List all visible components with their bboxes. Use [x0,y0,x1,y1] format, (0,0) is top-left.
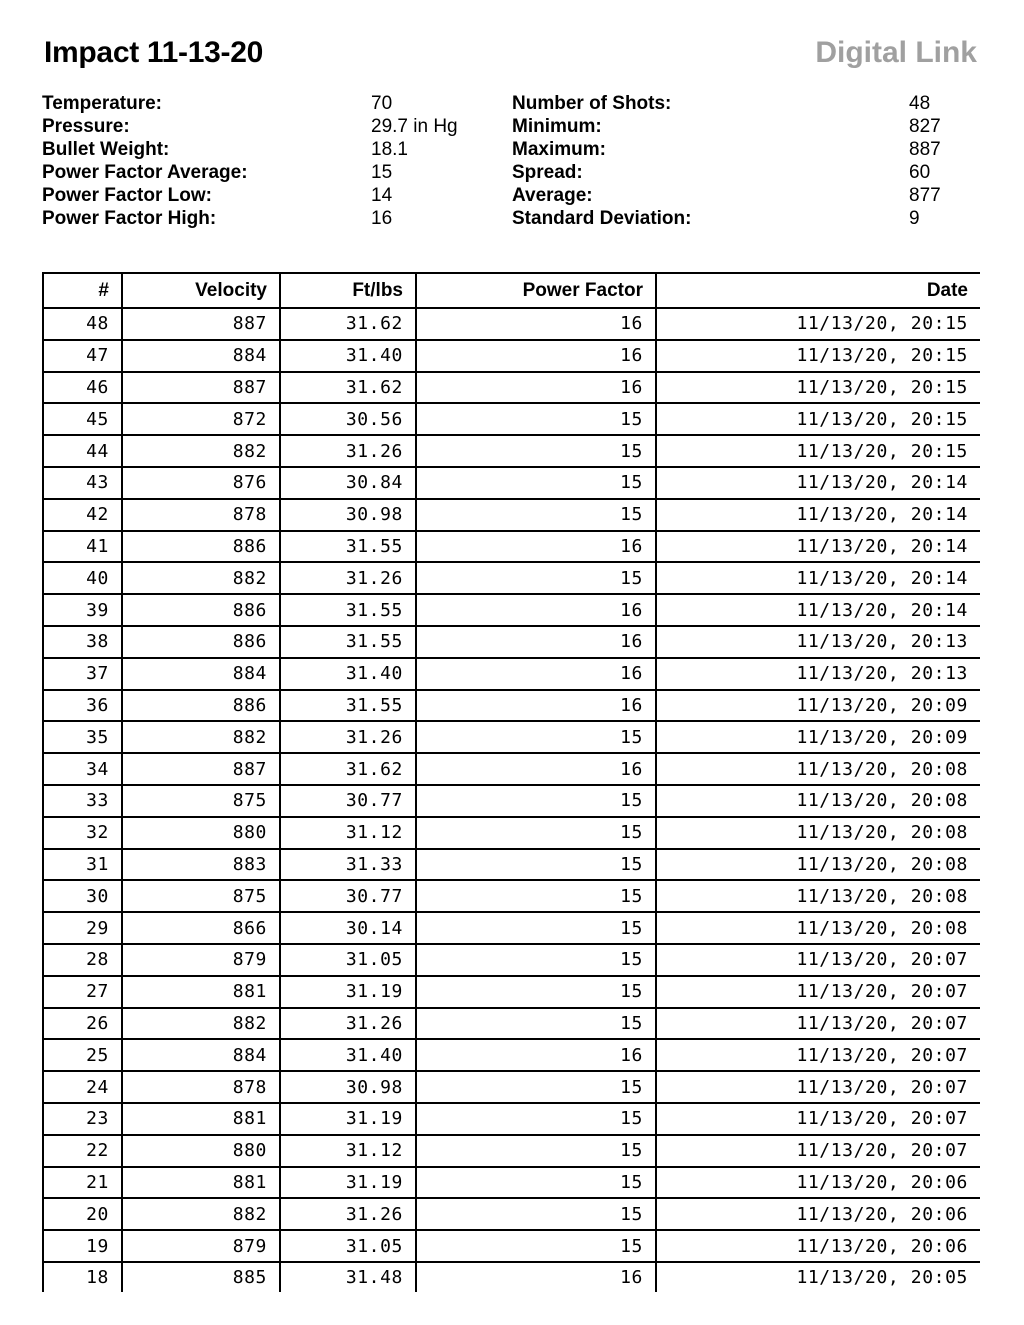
summary-value: 29.7 in Hg [371,116,458,137]
cell-velocity: 882 [122,435,280,467]
cell-velocity: 866 [122,912,280,944]
summary-value: 827 [909,116,941,137]
cell-ftlbs: 31.26 [280,1008,416,1040]
cell-velocity: 872 [122,403,280,435]
cell-ftlbs: 30.77 [280,880,416,912]
cell-velocity: 887 [122,308,280,340]
cell-number: 31 [43,849,122,881]
cell-number: 29 [43,912,122,944]
cell-date: 11/13/20, 20:15 [656,435,980,467]
column-header-power-factor: Power Factor [416,273,656,308]
cell-number: 37 [43,658,122,690]
summary-value: 48 [909,93,931,114]
table-row [43,785,980,817]
cell-power-factor: 15 [416,849,656,881]
cell-ftlbs: 31.55 [280,594,416,626]
cell-velocity: 878 [122,499,280,531]
summary-value: 16 [371,208,393,229]
cell-date: 11/13/20, 20:07 [656,1103,980,1135]
cell-number: 28 [43,944,122,976]
cell-number: 23 [43,1103,122,1135]
table-row [43,372,980,404]
table-row [43,1008,980,1040]
cell-ftlbs: 31.48 [280,1262,416,1292]
summary-row [512,184,593,207]
cell-ftlbs: 31.55 [280,690,416,722]
cell-ftlbs: 30.77 [280,785,416,817]
table-row [43,435,980,467]
cell-number: 35 [43,721,122,753]
cell-power-factor: 15 [416,1135,656,1167]
summary-label: Number of Shots: [512,93,672,114]
summary-label: Power Factor High: [42,208,217,229]
summary-row [512,161,583,184]
cell-power-factor: 15 [416,1008,656,1040]
cell-velocity: 887 [122,372,280,404]
summary-value: 70 [371,93,393,114]
table-row [43,467,980,499]
table-row [43,721,980,753]
cell-date: 11/13/20, 20:07 [656,1071,980,1103]
cell-ftlbs: 31.40 [280,1039,416,1071]
table-body [43,308,980,1292]
table-row [43,499,980,531]
cell-number: 42 [43,499,122,531]
cell-ftlbs: 31.19 [280,1167,416,1199]
cell-power-factor: 15 [416,912,656,944]
summary-label: Spread: [512,162,583,183]
cell-power-factor: 15 [416,403,656,435]
summary-label: Pressure: [42,116,130,137]
summary-value: 60 [909,162,931,183]
cell-velocity: 879 [122,944,280,976]
cell-velocity: 884 [122,1039,280,1071]
cell-velocity: 875 [122,880,280,912]
cell-velocity: 880 [122,817,280,849]
cell-ftlbs: 31.40 [280,340,416,372]
cell-date: 11/13/20, 20:07 [656,1039,980,1071]
brand-label: Digital Link [815,36,977,69]
cell-number: 19 [43,1230,122,1262]
cell-ftlbs: 31.26 [280,1198,416,1230]
cell-number: 38 [43,626,122,658]
cell-power-factor: 16 [416,308,656,340]
table-row [43,1071,980,1103]
shots-table-container [42,272,980,1292]
cell-velocity: 875 [122,785,280,817]
cell-number: 24 [43,1071,122,1103]
table-row [43,817,980,849]
cell-ftlbs: 30.98 [280,1071,416,1103]
cell-velocity: 886 [122,626,280,658]
cell-power-factor: 16 [416,658,656,690]
table-row [43,531,980,563]
shots-table [42,272,980,1292]
cell-number: 36 [43,690,122,722]
cell-power-factor: 15 [416,880,656,912]
cell-power-factor: 15 [416,1198,656,1230]
cell-ftlbs: 31.19 [280,1103,416,1135]
cell-power-factor: 16 [416,626,656,658]
cell-velocity: 887 [122,753,280,785]
cell-power-factor: 15 [416,499,656,531]
table-row [43,658,980,690]
column-header-velocity: Velocity [122,273,280,308]
cell-power-factor: 16 [416,753,656,785]
table-row [43,1039,980,1071]
cell-velocity: 882 [122,1008,280,1040]
cell-power-factor: 16 [416,594,656,626]
cell-date: 11/13/20, 20:14 [656,531,980,563]
cell-date: 11/13/20, 20:07 [656,944,980,976]
table-row [43,562,980,594]
cell-power-factor: 15 [416,1167,656,1199]
table-header-row [43,273,980,308]
cell-date: 11/13/20, 20:15 [656,372,980,404]
cell-ftlbs: 31.62 [280,308,416,340]
summary-row [512,207,691,230]
cell-ftlbs: 31.12 [280,817,416,849]
cell-ftlbs: 31.19 [280,976,416,1008]
cell-ftlbs: 31.26 [280,435,416,467]
summary-label: Minimum: [512,116,602,137]
cell-power-factor: 15 [416,467,656,499]
cell-velocity: 884 [122,658,280,690]
cell-power-factor: 15 [416,1230,656,1262]
cell-date: 11/13/20, 20:13 [656,626,980,658]
cell-date: 11/13/20, 20:08 [656,880,980,912]
summary-section [42,92,982,232]
table-row [43,912,980,944]
cell-date: 11/13/20, 20:09 [656,721,980,753]
summary-label: Power Factor Low: [42,185,212,206]
cell-velocity: 881 [122,1167,280,1199]
cell-date: 11/13/20, 20:14 [656,499,980,531]
summary-value: 18.1 [371,139,408,160]
cell-velocity: 879 [122,1230,280,1262]
table-row [43,626,980,658]
cell-power-factor: 15 [416,1103,656,1135]
summary-label: Standard Deviation: [512,208,692,229]
cell-power-factor: 15 [416,976,656,1008]
cell-velocity: 883 [122,849,280,881]
cell-ftlbs: 31.05 [280,944,416,976]
cell-date: 11/13/20, 20:14 [656,562,980,594]
summary-value: 14 [371,185,393,206]
table-row [43,690,980,722]
cell-velocity: 878 [122,1071,280,1103]
cell-date: 11/13/20, 20:06 [656,1198,980,1230]
cell-velocity: 886 [122,531,280,563]
summary-row [512,92,671,115]
summary-row [42,207,216,230]
cell-number: 27 [43,976,122,1008]
summary-row [512,138,606,161]
table-row [43,403,980,435]
table-row [43,1135,980,1167]
cell-velocity: 886 [122,690,280,722]
cell-date: 11/13/20, 20:14 [656,467,980,499]
page-title: Impact 11-13-20 [44,36,263,69]
cell-date: 11/13/20, 20:08 [656,817,980,849]
cell-power-factor: 15 [416,435,656,467]
cell-velocity: 880 [122,1135,280,1167]
cell-ftlbs: 31.12 [280,1135,416,1167]
table-row [43,1103,980,1135]
table-row [43,944,980,976]
table-row [43,1198,980,1230]
cell-power-factor: 16 [416,340,656,372]
cell-date: 11/13/20, 20:08 [656,753,980,785]
table-row [43,753,980,785]
cell-power-factor: 16 [416,1039,656,1071]
cell-date: 11/13/20, 20:13 [656,658,980,690]
cell-ftlbs: 31.55 [280,531,416,563]
cell-velocity: 886 [122,594,280,626]
cell-velocity: 881 [122,1103,280,1135]
table-row [43,594,980,626]
cell-power-factor: 15 [416,562,656,594]
cell-number: 25 [43,1039,122,1071]
cell-ftlbs: 31.62 [280,372,416,404]
table-row [43,1167,980,1199]
cell-number: 40 [43,562,122,594]
cell-date: 11/13/20, 20:05 [656,1262,980,1292]
cell-velocity: 881 [122,976,280,1008]
summary-value: 887 [909,139,941,160]
cell-power-factor: 15 [416,1071,656,1103]
cell-number: 32 [43,817,122,849]
cell-number: 43 [43,467,122,499]
cell-ftlbs: 31.26 [280,721,416,753]
cell-power-factor: 16 [416,690,656,722]
table-row [43,849,980,881]
cell-date: 11/13/20, 20:15 [656,340,980,372]
cell-number: 26 [43,1008,122,1040]
cell-velocity: 884 [122,340,280,372]
summary-row [512,115,602,138]
cell-date: 11/13/20, 20:14 [656,594,980,626]
summary-label: Temperature: [42,93,163,114]
cell-power-factor: 15 [416,721,656,753]
cell-date: 11/13/20, 20:15 [656,308,980,340]
summary-row [42,138,169,161]
cell-number: 46 [43,372,122,404]
summary-label: Maximum: [512,139,606,160]
cell-date: 11/13/20, 20:07 [656,976,980,1008]
cell-number: 22 [43,1135,122,1167]
cell-power-factor: 15 [416,944,656,976]
cell-ftlbs: 31.55 [280,626,416,658]
cell-date: 11/13/20, 20:08 [656,785,980,817]
table-row [43,340,980,372]
column-header-number: # [43,273,122,308]
cell-date: 11/13/20, 20:15 [656,403,980,435]
table-row [43,1262,980,1292]
summary-label: Power Factor Average: [42,162,248,183]
summary-value: 877 [909,185,941,206]
cell-ftlbs: 31.40 [280,658,416,690]
cell-number: 48 [43,308,122,340]
cell-number: 47 [43,340,122,372]
summary-row [42,161,248,184]
cell-ftlbs: 31.33 [280,849,416,881]
summary-row [42,92,162,115]
cell-ftlbs: 31.05 [280,1230,416,1262]
table-row [43,1230,980,1262]
cell-number: 18 [43,1262,122,1292]
cell-ftlbs: 30.84 [280,467,416,499]
cell-date: 11/13/20, 20:08 [656,849,980,881]
cell-velocity: 885 [122,1262,280,1292]
cell-date: 11/13/20, 20:09 [656,690,980,722]
cell-date: 11/13/20, 20:07 [656,1135,980,1167]
cell-velocity: 882 [122,562,280,594]
cell-velocity: 882 [122,721,280,753]
cell-number: 41 [43,531,122,563]
column-header-ftlbs: Ft/lbs [280,273,416,308]
cell-ftlbs: 31.26 [280,562,416,594]
summary-value: 15 [371,162,393,183]
cell-number: 44 [43,435,122,467]
table-row [43,880,980,912]
cell-ftlbs: 30.14 [280,912,416,944]
cell-ftlbs: 30.98 [280,499,416,531]
cell-power-factor: 16 [416,1262,656,1292]
cell-ftlbs: 31.62 [280,753,416,785]
cell-date: 11/13/20, 20:06 [656,1167,980,1199]
cell-number: 30 [43,880,122,912]
cell-number: 34 [43,753,122,785]
cell-date: 11/13/20, 20:06 [656,1230,980,1262]
cell-ftlbs: 30.56 [280,403,416,435]
summary-value: 9 [909,208,920,229]
cell-number: 45 [43,403,122,435]
cell-number: 21 [43,1167,122,1199]
cell-velocity: 882 [122,1198,280,1230]
column-header-date: Date [656,273,980,308]
cell-number: 33 [43,785,122,817]
cell-number: 20 [43,1198,122,1230]
summary-row [42,115,130,138]
cell-date: 11/13/20, 20:07 [656,1008,980,1040]
cell-power-factor: 16 [416,372,656,404]
cell-power-factor: 16 [416,531,656,563]
table-row [43,308,980,340]
summary-label: Average: [512,185,593,206]
cell-power-factor: 15 [416,785,656,817]
cell-power-factor: 15 [416,817,656,849]
cell-velocity: 876 [122,467,280,499]
table-row [43,976,980,1008]
summary-label: Bullet Weight: [42,139,170,160]
cell-number: 39 [43,594,122,626]
summary-row [42,184,212,207]
cell-date: 11/13/20, 20:08 [656,912,980,944]
